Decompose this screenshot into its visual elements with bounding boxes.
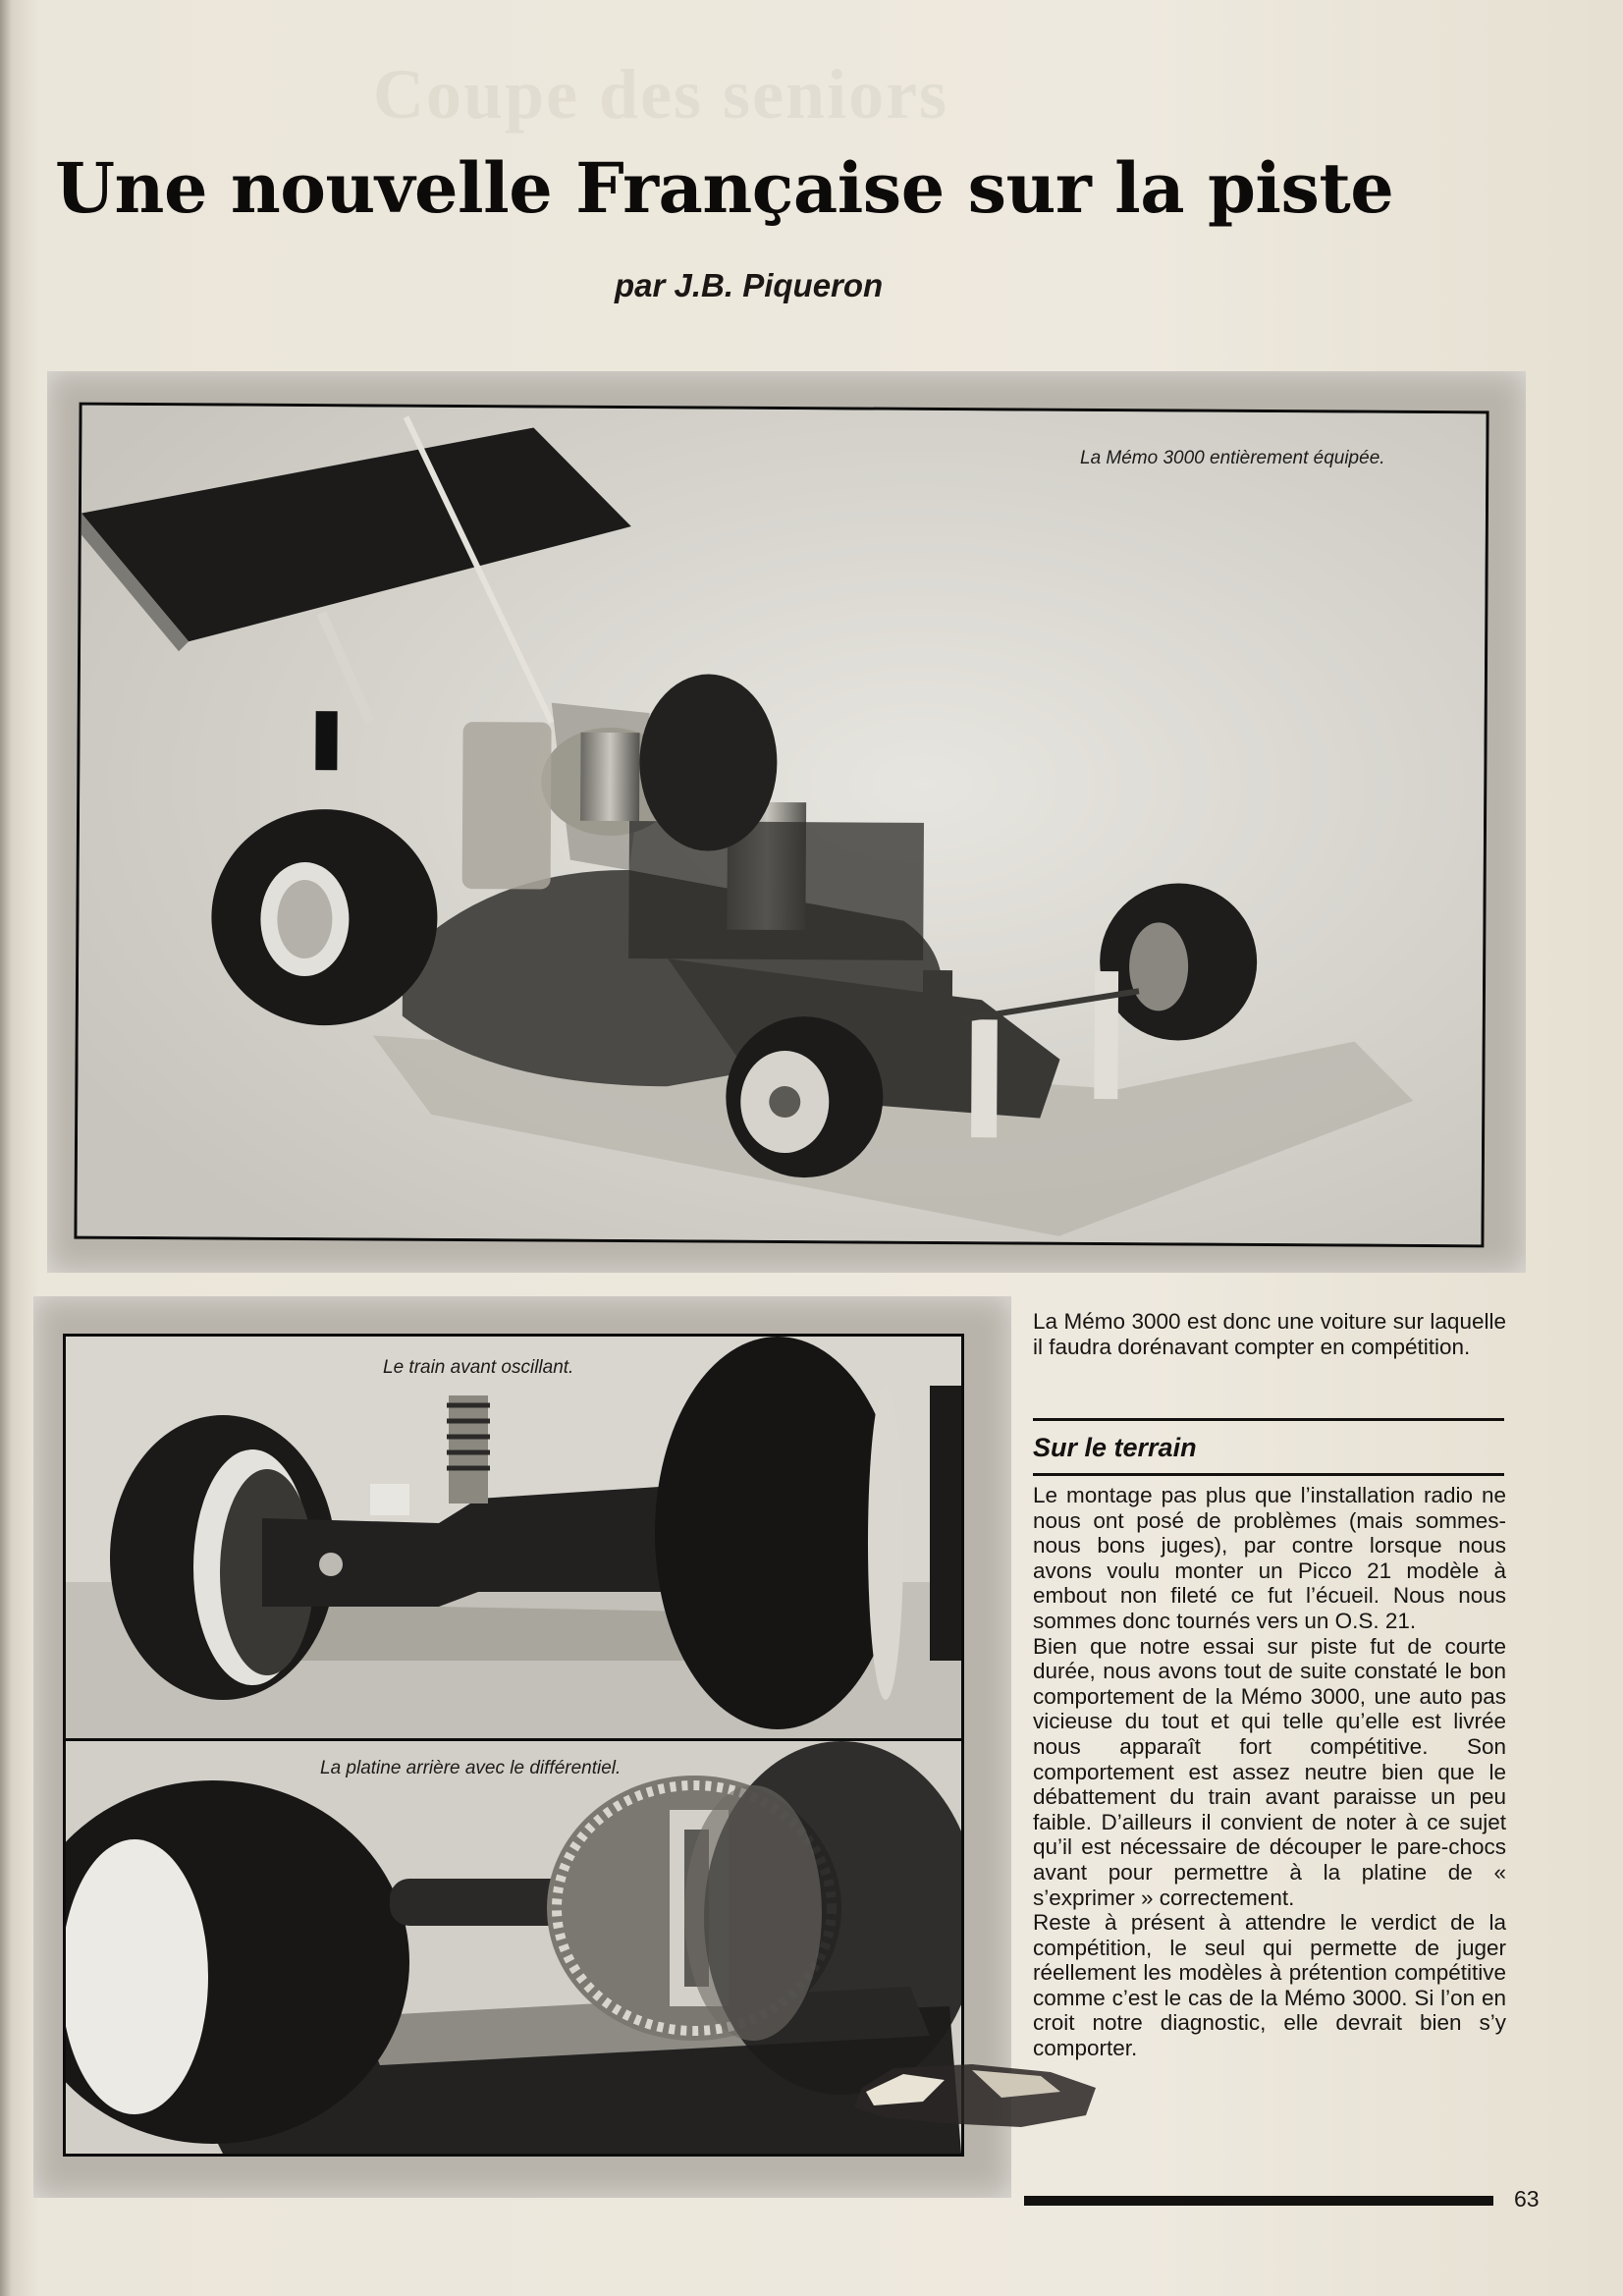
front-train-caption: Le train avant oscillant. — [383, 1357, 574, 1378]
body-paragraph: Reste à présent à attendre le verdict de la compétition, le seul qui permette de juger réellement les modèles à prétention compétitive comme c’est le cas de la Mémo 3000. Si l’on en croit notre diagnostic, elle devrait bien s’y comporter. — [1033, 1910, 1506, 2061]
article-body — [1033, 1483, 1506, 2061]
body-paragraph: Le montage pas plus que l’installation radio ne nous ont posé de problèmes (mais sommes-nous bons juges), par contre lorsque nous avons voulu monter un Picco 21 modèle à embout non fileté ce fut l’écueil. Nous nous sommes donc tournés vers un O.S. 21. — [1033, 1483, 1506, 1633]
bleed-through-text: Coupe des seniors — [373, 55, 949, 134]
intro-text: La Mémo 3000 est donc une voiture sur laquelle il faudra dorénavant compter en compétition. — [1033, 1309, 1506, 1359]
article-byline: par J.B. Piqueron — [615, 267, 884, 303]
front-train-photo — [63, 1334, 964, 1752]
section-subhead: Sur le terrain — [1033, 1418, 1504, 1476]
rear-plate-caption: La platine arrière avec le différentiel. — [320, 1758, 622, 1778]
intro-paragraph — [1033, 1309, 1506, 1359]
top-photo-caption: La Mémo 3000 entièrement équipée. — [1080, 448, 1385, 468]
page-number: 63 — [1514, 2186, 1540, 2212]
rear-plate-photo — [63, 1738, 964, 2157]
footer-rule — [1024, 2196, 1493, 2206]
body-paragraph: Bien que notre essai sur piste fut de courte durée, nous avons tout de suite constaté le bon comportement de la Mémo 3000, une auto pas vicieuse du tout et qui telle qu’elle est livrée nous apparaît fort compétitive. Son comportement est assez neutre bien que le débattement du train avant paraisse un peu faible. D’ailleurs il convient de noter à ce sujet qu’il est nécessaire de découper le pare-chocs avant pour permettre à la platine de « s’exprimer » correctement. — [1033, 1633, 1506, 1910]
torn-paper-patch — [854, 2058, 1100, 2131]
article-title: Une nouvelle Française sur la piste — [55, 147, 1394, 229]
top-photo — [74, 403, 1488, 1248]
